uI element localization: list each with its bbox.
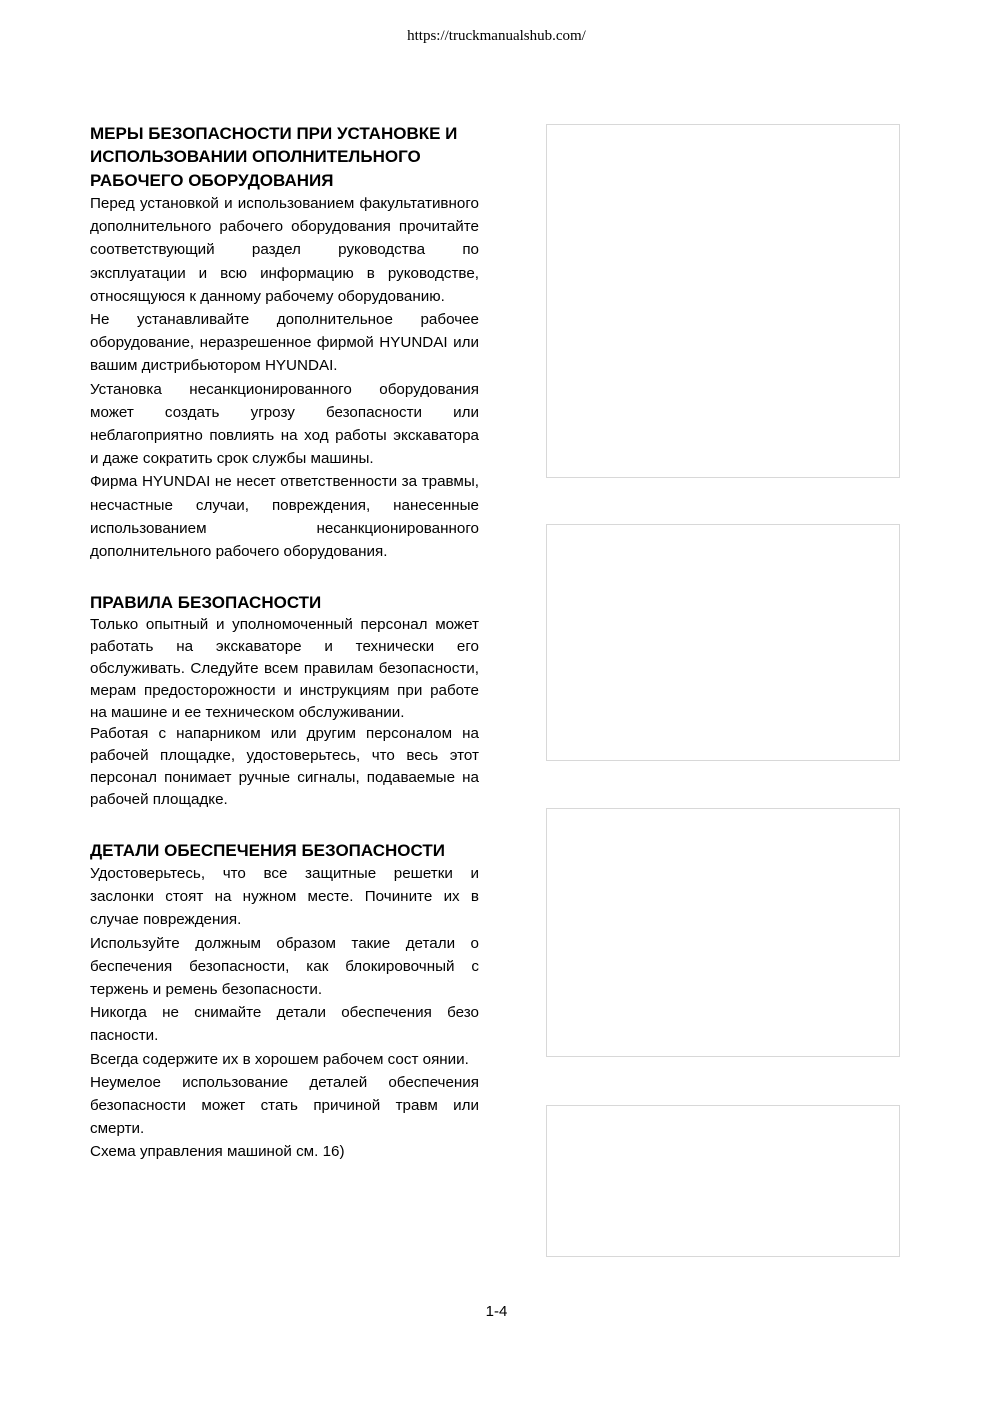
illustration-placeholder-1 bbox=[546, 124, 900, 478]
text-column bbox=[90, 122, 479, 1164]
section-title: МЕРЫ БЕЗОПАСНОСТИ ПРИ УСТАНОВКЕ И ИСПОЛЬЗОВАНИИ ОПОЛНИТЕЛЬНОГО РАБОЧЕГО ОБОРУДОВАНИЯ bbox=[90, 124, 458, 190]
section-title: ПРАВИЛА БЕЗОПАСНОСТИ bbox=[90, 593, 322, 613]
paragraph: Не устанавливайте дополнительное рабочее оборудование, неразрешенное фирмой HYUNDAI или вашим дистрибьютором HYUNDAI. bbox=[90, 310, 479, 375]
paragraph: Работая с напарником или другим персоналом на рабочей площадке, удостоверьтесь, что весь этот персонал понимает ручные сигналы, подаваемые на рабочей площадке. bbox=[90, 725, 479, 808]
paragraph: Установка несанкционированного оборудования может создать угрозу безопасности или неблагоприятно повлиять на ход работы экскаватора и даже сократить срок службы машины. bbox=[90, 380, 479, 468]
paragraph: Используйте должным образом такие детали о беспечения безопасности, как блокировочный с тержень и ремень безопасности. bbox=[90, 934, 479, 998]
section-safety-rules bbox=[90, 591, 479, 810]
section-title: ДЕТАЛИ ОБЕСПЕЧЕНИЯ БЕЗОПАСНОСТИ bbox=[90, 840, 445, 860]
page-number: 1-4 bbox=[485, 1303, 508, 1320]
illustration-placeholder-2 bbox=[546, 524, 900, 761]
illustration-placeholder-4 bbox=[546, 1105, 900, 1257]
section-attachment-safety bbox=[90, 122, 479, 563]
paragraph: Перед установкой и использованием факультативного дополнительного рабочего оборудования прочитайте соответствующий раздел руководства по эксплуатации и всю информацию в руководстве, относящуюся к данному рабочему оборудованию. bbox=[90, 194, 479, 305]
paragraph: Удостоверьтесь, что все защитные решетки и заслонки стоят на нужном месте. Почините их в случае повреждения. bbox=[90, 864, 479, 929]
header-url: https://truckmanualshub.com/ bbox=[407, 28, 586, 44]
paragraph: Всегда содержите их в хорошем рабочем сост оянии. bbox=[90, 1050, 469, 1068]
paragraph: Никогда не снимайте детали обеспечения безо пасности. bbox=[90, 1004, 479, 1045]
paragraph: Неумелое использование деталей обеспечения безопасности может стать причиной травм или смерти. bbox=[90, 1073, 479, 1138]
paragraph: Схема управления машиной см. 16) bbox=[90, 1143, 345, 1161]
section-safety-devices bbox=[90, 839, 479, 1164]
paragraph: Только опытный и уполномоченный персонал может работать на экскаваторе и технически его обслуживать. Следуйте всем правилам безопасности, мерам предосторожности и инструкциям при работе на машине и ее техническом обслуживании. bbox=[90, 616, 479, 721]
illustration-placeholder-3 bbox=[546, 808, 900, 1057]
paragraph: Фирма HYUNDAI не несет ответственности за травмы, несчастные случаи, повреждения, нанесенные использованием несанкционированного дополнительного рабочего оборудования. bbox=[90, 473, 479, 560]
